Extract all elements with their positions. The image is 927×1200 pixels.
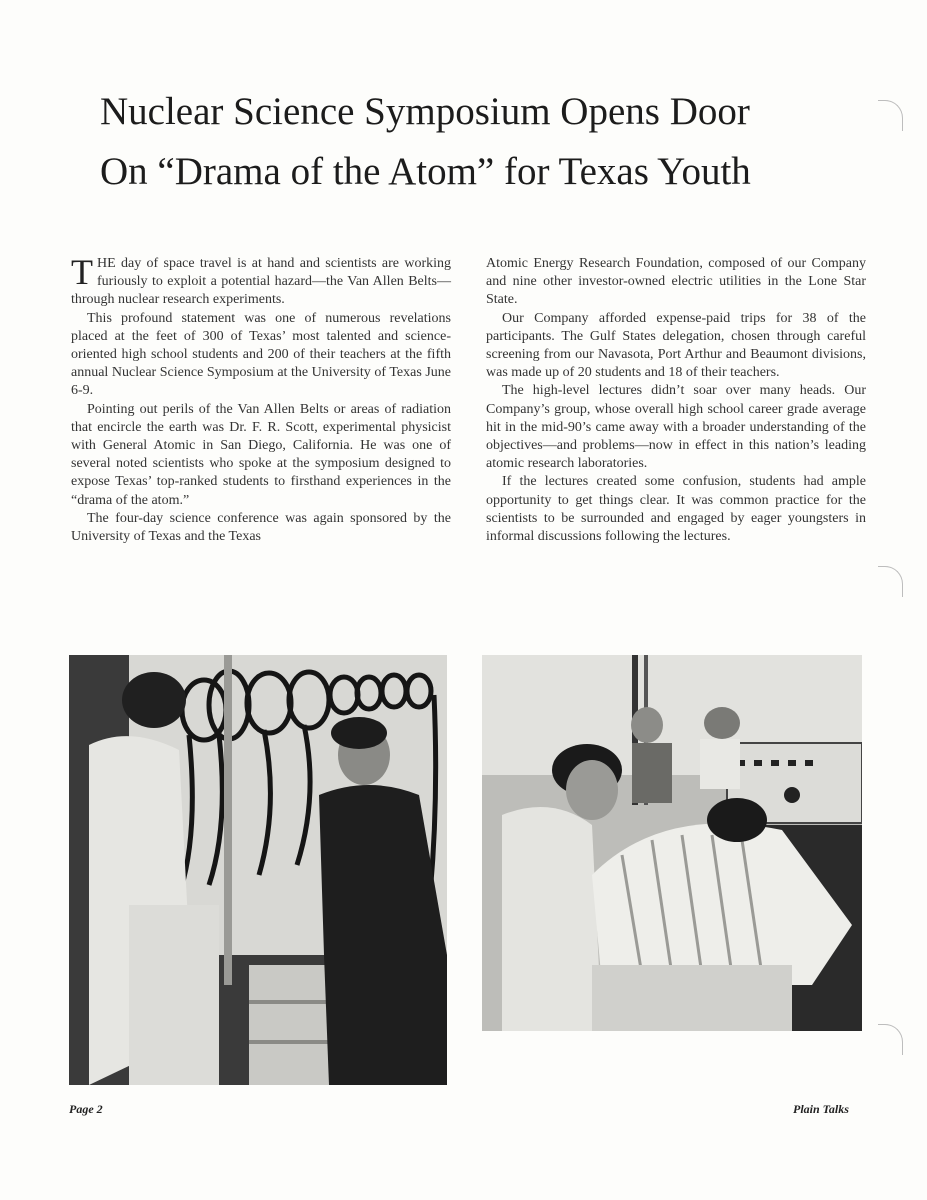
- photo-lab-cables: [69, 655, 447, 1085]
- publication-name: Plain Talks: [793, 1102, 849, 1116]
- article-column-right: [486, 255, 866, 546]
- paragraph-7: The high-level lectures didn’t soar over many heads. Our Company’s group, whose overall high school career grade average hit in the mid-90’s came away with a broader understanding of the objectives—and problems—now in effect in this nation’s leading atomic research laboratories.: [486, 383, 866, 472]
- paragraph-5: Atomic Energy Research Foundation, composed of our Company and nine other investor-owned electric utilities in the Lone Star State.: [486, 256, 866, 308]
- paragraph-6: Our Company afforded expense-paid trips for 38 of the participants. The Gulf States delegation, chosen through careful screening from our Navasota, Port Arthur and Beaumont divisions, was made up of 20 students and 18 of their teachers.: [486, 310, 866, 381]
- punch-hole-mark: [878, 1024, 903, 1055]
- photo-lab-console: [482, 655, 862, 1031]
- paragraph-1: [71, 252, 451, 310]
- drop-cap: T: [71, 252, 93, 292]
- headline-line-2: On “Drama of the Atom” for Texas Youth: [100, 150, 751, 193]
- punch-hole-mark: [878, 100, 903, 131]
- paragraph-3: Pointing out perils of the Van Allen Belts or areas of radiation that encircle the earth was Dr. F. R. Scott, experimental physicist with General Atomic in San Diego, California. He was one of several noted scientists who spoke at the symposium designed to expose Texas’ top-ranked students to firsthand experiences in the “drama of the atom.”: [71, 401, 451, 508]
- punch-hole-mark: [878, 566, 903, 597]
- article-headline: [100, 82, 880, 202]
- paragraph-8: If the lectures created some confusion, students had ample opportunity to get things clear. It was common practice for the scientists to be surrounded and engaged by eager youngsters in informal discussions following the lectures.: [486, 474, 866, 545]
- paragraph-1-text: HE day of space travel is at hand and scientists are working furiously to exploit a potential hazard—the Van Allen Belts—through nuclear research experiments.: [71, 256, 451, 308]
- page-number: Page 2: [69, 1102, 103, 1116]
- paragraph-2: This profound statement was one of numerous revelations placed at the feet of 300 of Texas’ most talented and science-oriented high school students and 200 of their teachers at the fifth annual Nuclear Science Symposium at the University of Texas June 6-9.: [71, 310, 451, 399]
- paragraph-4: The four-day science conference was again sponsored by the University of Texas and the Texas: [71, 510, 451, 545]
- article-column-left: [71, 252, 451, 546]
- headline-line-1: Nuclear Science Symposium Opens Door: [100, 90, 750, 133]
